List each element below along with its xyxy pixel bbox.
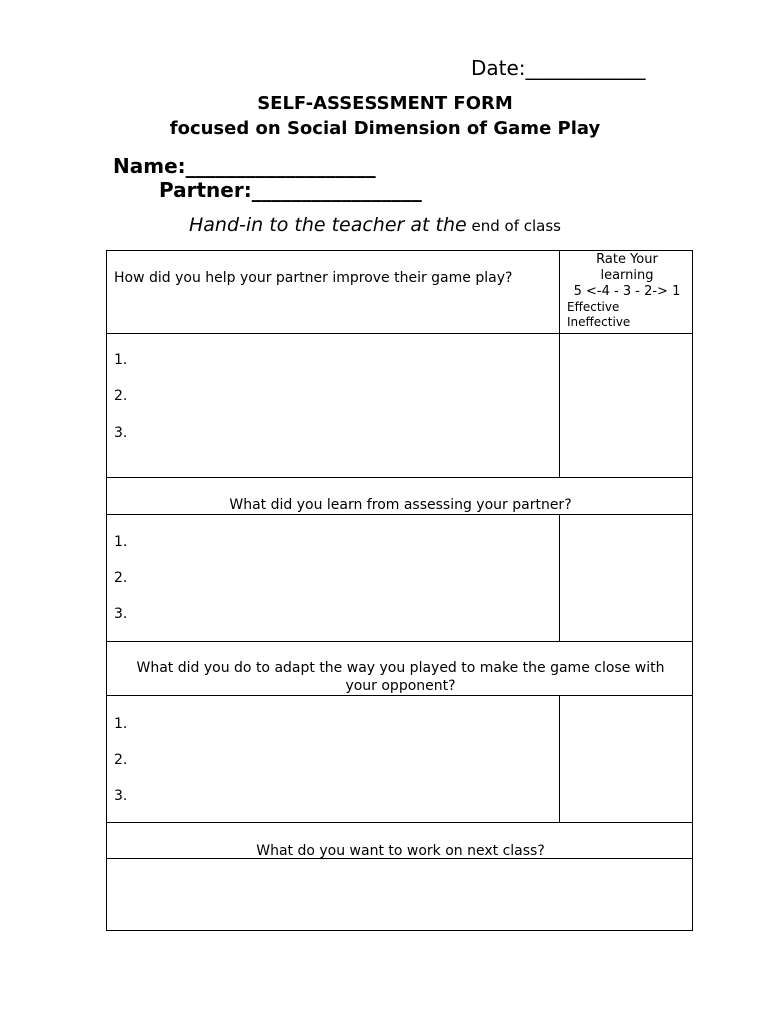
column-divider [559,514,560,641]
rate-line-1: Rate Your [596,252,658,267]
rate-line-2: learning [600,268,654,283]
rate-effective: Effective [567,300,620,314]
question-help-partner: How did you help your partner improve their game play? [114,270,513,286]
answer-number: 1. [114,716,128,732]
answer-number: 2. [114,570,128,586]
rate-scale: 5 <-4 - 3 - 2-> 1 [573,284,681,299]
handin-instruction [189,214,561,236]
assessment-table [106,250,693,931]
column-divider [559,695,560,822]
answer-number: 3. [114,425,128,441]
question-adapt-line-2: your opponent? [345,678,456,694]
row-divider [107,641,692,642]
question-learn-assessing: What did you learn from assessing your partner? [229,497,572,513]
answer-number: 3. [114,788,128,804]
row-divider [107,695,692,696]
partner-field: Partner:_________________ [159,178,422,202]
answer-number: 2. [114,388,128,404]
answer-number: 1. [114,352,128,368]
date-field: Date:____________ [471,56,646,80]
row-divider [107,477,692,478]
row-divider [107,514,692,515]
answer-number: 1. [114,534,128,550]
answer-number: 3. [114,606,128,622]
answer-number: 2. [114,752,128,768]
row-divider [107,333,692,334]
name-field: Name:___________________ [113,154,376,178]
handin-italic: Hand-in to the teacher at the [189,214,467,236]
column-divider [559,251,560,477]
form-title: SELF-ASSESSMENT FORM [257,93,513,114]
question-adapt-line-1: What did you do to adapt the way you played to make the game close with [136,660,665,676]
rate-ineffective: Ineffective [567,315,631,329]
question-next-class: What do you want to work on next class? [256,843,545,859]
row-divider [107,822,692,823]
rate-learning-header [563,252,691,330]
form-subtitle: focused on Social Dimension of Game Play [169,118,601,139]
handin-rest: end of class [466,217,561,235]
